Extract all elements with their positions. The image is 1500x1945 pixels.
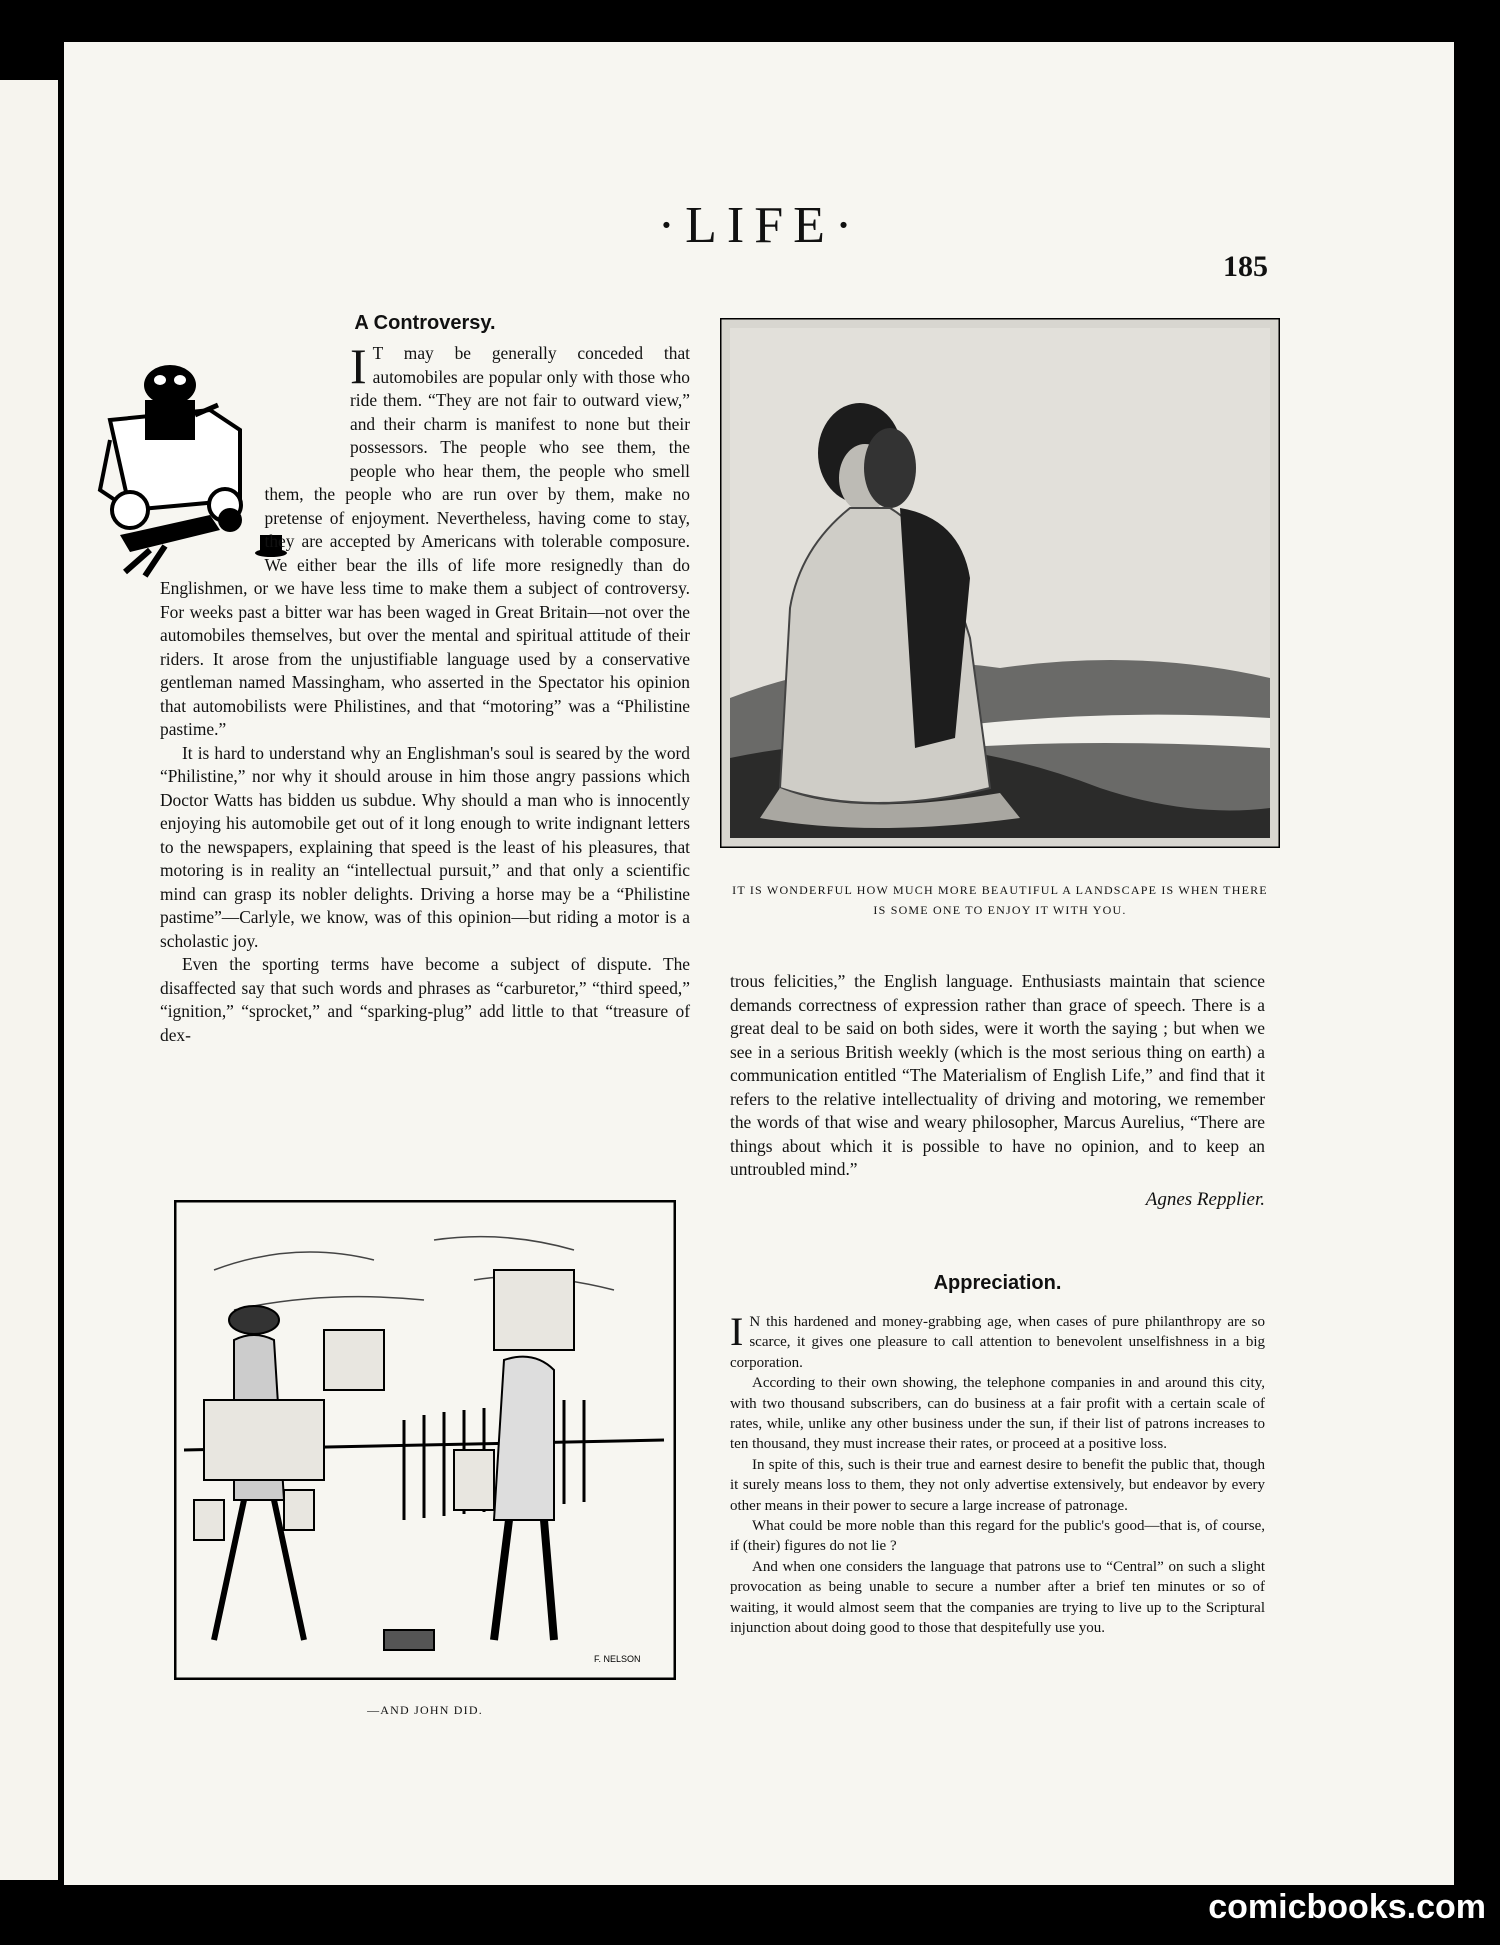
article2-paragraph-5: And when one considers the language that patrons use to “Central” on such a slight provocation as being unable to secure a number after a brief ten minutes or so of waiting, it would almost seem that the companies are trying to live up to the Scriptural injunction about doing good to those that despitefully use you.: [730, 1558, 1265, 1637]
article2-paragraph-4: What could be more noble than this regard for the public's good—that is, of course, if (their) figures do not lie ?: [730, 1518, 1265, 1555]
author-signature: Agnes Repplier.: [1145, 1188, 1265, 1210]
newspaper-carriers-cartoon: [174, 1200, 676, 1680]
article1-paragraph-3: Even the sporting terms have become a subject of dispute. The disaffected say that such words and phrases as “carburetor,” “third speed,” “ignition,” “sprocket,” and “sparking-plug” add little to that “treasure of dex-: [160, 954, 690, 1045]
artist-signature: F. NELSON: [594, 1654, 641, 1664]
article-title-controversy: A Controversy.: [354, 312, 496, 334]
article1-continuation: trous felicities,” the English language. Enthusiasts maintain that science demands correctness of expression rather than grace of speech. There is a great deal to be said on both sides, were it worth the saying ; but when we see in a serious British weekly (which is the most serious thing on earth) a communication entitled “The Materialism of English Life,” and find that it refers to the relative intellectuality of driving and motoring, we remember the words of that wise and weary philosopher, Marcus Aurelius, “There are things about which it is possible to have no opinion, and to keep an untroubled mind.”: [730, 971, 1265, 1179]
article2-paragraph-1: I N this hardened and money-grabbing age, when cases of pure philanthropy are so scarce, it gives one pleasure to call attention to benevolent unselfishness in a big corporation.: [730, 1309, 1265, 1371]
article2-paragraph-3: In spite of this, such is their true and earnest desire to benefit the public that, though it surely means loss to them, they not only advertise extensively, but endeavor by every other means in their power to secure a large increase of patronage.: [730, 1456, 1265, 1514]
masthead: ·LIFE·: [657, 197, 863, 254]
article1-paragraph-2: It is hard to understand why an Englishman's soul is seared by the word “Philistine,” nor why it should arouse in him those angry passions which Doctor Watts has bidden us subdue. Why should a man who is innocently enjoying his automobile get out of it long enough to write indignant letters to the newspapers, explaining that speed is the least of his pleasures, that motoring is in reality an “intellectual pursuit,” and that only a scientific mind can grasp its nobler delights. Driving a horse may be a “Philistine pastime”—Carlyle, we know, was of this opinion—but riding a motor is a scholastic joy.: [160, 742, 690, 951]
article2-column: [730, 1309, 1265, 1639]
article1-column-right: [730, 970, 1265, 1211]
dropcap-controversy: I: [350, 338, 367, 394]
couple-landscape-illustration: [720, 318, 1280, 848]
watermark: comicbooks.com: [1208, 1888, 1486, 1926]
page-number: 185: [1223, 250, 1268, 283]
illustration2-caption: —AND JOHN DID.: [367, 1703, 483, 1717]
previous-page-edge: [0, 80, 58, 1880]
article-title-appreciation: Appreciation.: [933, 1272, 1062, 1294]
article1-paragraph-1: I T may be generally conceded that automobiles are popular only with those who ride them. “They are not fair to outward view,” and their charm is manifest to none but their possessors. The people who see them, the people who hear them, the people who smell them, the people who are run over by them, make no pretense of enjoyment. Nevertheless, having come to stay, they are accepted by Americans with tolerable composure. We either bear the ills of life more resignedly than do Englishmen, or we have less time to make them a subject of controversy. For weeks past a bitter war has been waged in Great Britain—not over the automobiles themselves, but over the mental and spiritual attitude of their riders. It arose from the unjustifiable language used by a conservative gentleman named Massingham, who asserted in the Spectator his opinion that automobilists were Philistines, and that “motoring” was a “Philistine pastime.”: [160, 338, 690, 739]
illustration1-caption: IT IS WONDERFUL HOW MUCH MORE BEAUTIFUL A LANDSCAPE IS WHEN THERE IS SOME ONE TO ENJOY IT WITH YOU.: [732, 883, 1268, 917]
article1-column-left: [160, 338, 690, 1047]
article2-paragraph-2: According to their own showing, the telephone companies in and around this city, with two thousand subscribers, can do business at a fair profit with a certain scale of rates, while, unlike any other business under the sun, if their list of patrons increases to ten thousand, they must increase their rates, or proceed at a positive loss.: [730, 1375, 1265, 1453]
dropcap-appreciation: I: [730, 1309, 744, 1354]
